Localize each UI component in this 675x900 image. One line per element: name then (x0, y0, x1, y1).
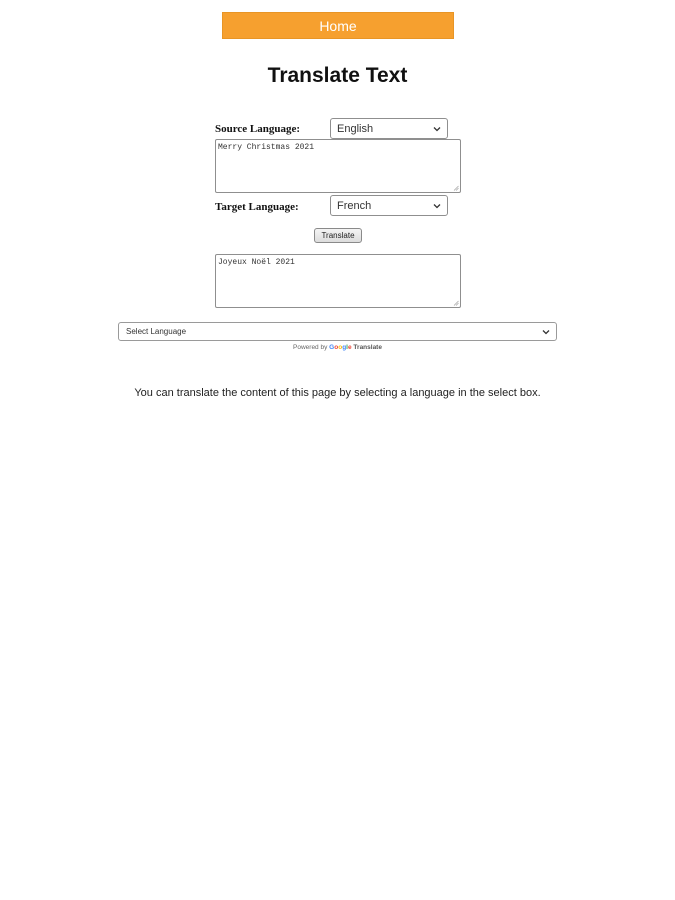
target-language-value: French (337, 199, 372, 212)
google-logo[interactable]: Google (329, 344, 352, 351)
source-text-value: Merry Christmas 2021 (218, 143, 315, 152)
powered-by-text: Powered by (293, 344, 328, 351)
home-button-label: Home (319, 17, 357, 34)
target-language-label: Target Language: (215, 201, 299, 213)
home-button[interactable] (222, 12, 454, 39)
source-language-select[interactable] (330, 118, 448, 139)
chevron-down-icon (432, 124, 442, 134)
translate-button[interactable] (314, 228, 362, 243)
source-language-label: Source Language: (215, 123, 301, 135)
source-language-value: English (337, 122, 374, 135)
translate-brand-link[interactable]: Translate (353, 344, 382, 351)
chevron-down-icon (541, 327, 551, 337)
translated-text-output[interactable] (215, 254, 461, 308)
source-text-input[interactable] (215, 139, 461, 193)
resize-grip-icon[interactable] (453, 185, 459, 191)
translate-button-label: Translate (321, 231, 355, 240)
google-translate-select-label: Select Language (126, 327, 187, 336)
translated-text-value: Joyeux Noël 2021 (218, 258, 295, 267)
target-language-select[interactable] (330, 195, 448, 216)
chevron-down-icon (432, 201, 442, 211)
info-text: You can translate the content of this page by selecting a language in the select box. (134, 387, 541, 399)
resize-grip-icon[interactable] (453, 300, 459, 306)
google-translate-select[interactable] (118, 322, 557, 341)
page-title: Translate Text (267, 64, 408, 87)
powered-by-google-translate (0, 344, 675, 351)
